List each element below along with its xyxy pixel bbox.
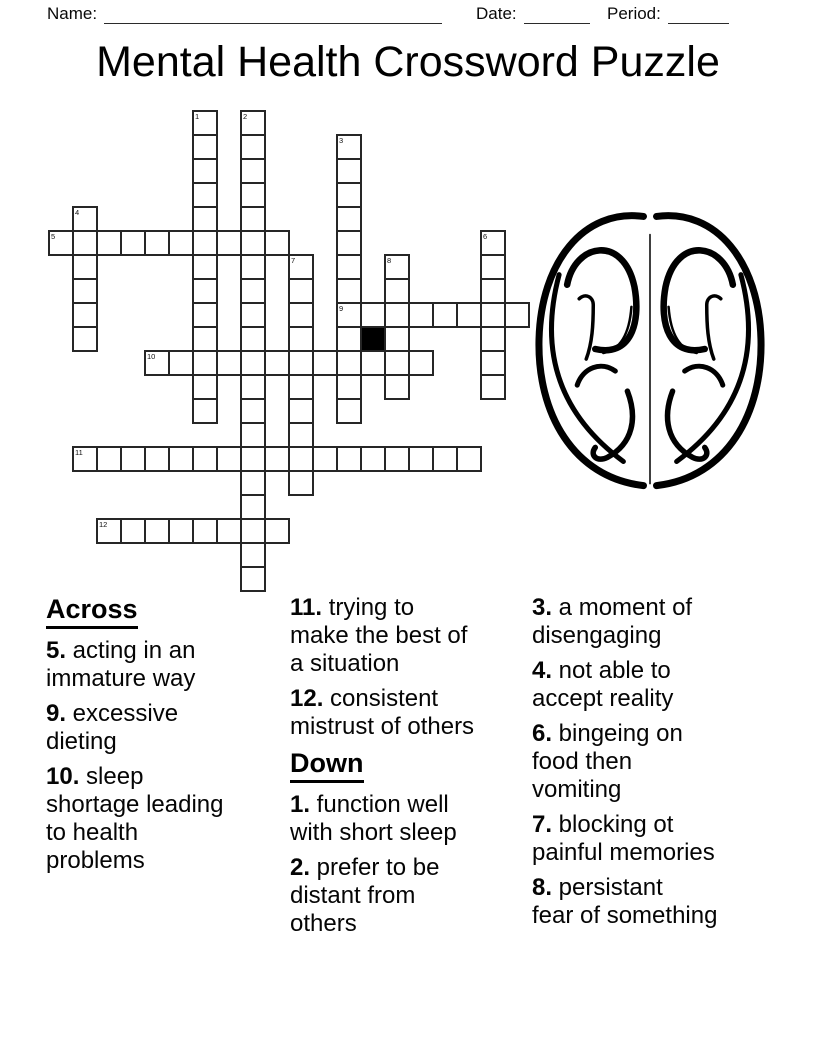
clue-line: problems [46, 847, 145, 874]
crossword-cell[interactable] [480, 278, 506, 304]
clue-column-3 [532, 594, 760, 937]
cell-number: 11 [75, 448, 83, 457]
crossword-cell[interactable] [264, 518, 290, 544]
crossword-cell[interactable] [432, 302, 458, 328]
clue-line: immature way [46, 665, 196, 692]
crossword-cell[interactable] [264, 446, 290, 472]
clue-line: painful memories [532, 839, 715, 866]
clue-line: 11. trying to [290, 594, 415, 621]
clue-line: fear of something [532, 902, 718, 929]
crossword-cell[interactable] [288, 446, 314, 472]
crossword-cell[interactable] [336, 326, 362, 352]
crossword-cell[interactable] [240, 398, 266, 424]
clue-number: 2. [290, 854, 311, 881]
crossword-cell[interactable] [120, 518, 146, 544]
clue [532, 874, 760, 930]
clue-line: dieting [46, 728, 117, 755]
crossword-cell[interactable] [168, 446, 194, 472]
crossword-cell[interactable] [240, 206, 266, 232]
clue-line: accept reality [532, 685, 674, 712]
crossword-cell[interactable] [192, 254, 218, 280]
clue [290, 594, 508, 678]
crossword-cell[interactable] [192, 206, 218, 232]
crossword-cell[interactable] [288, 278, 314, 304]
crossword-cell[interactable] [216, 446, 242, 472]
crossword-cell[interactable] [240, 518, 266, 544]
clue-column-2 [290, 594, 508, 945]
clue [290, 791, 508, 847]
clue-number: 9. [46, 700, 67, 727]
name-label: Name: [47, 4, 98, 23]
period-blank-line[interactable] [668, 7, 729, 24]
cell-number: 10 [147, 352, 156, 361]
crossword-cell[interactable] [192, 230, 218, 256]
crossword-cell[interactable] [288, 326, 314, 352]
clue-line: a situation [290, 650, 400, 677]
cell-number: 3 [339, 136, 344, 145]
clue [290, 854, 508, 938]
crossword-cell[interactable] [336, 182, 362, 208]
crossword-cell[interactable] [504, 302, 530, 328]
clue-number: 6. [532, 720, 553, 747]
crossword-cell[interactable] [408, 446, 434, 472]
clue-line: 10. sleep [46, 763, 144, 790]
clue-number: 12. [290, 685, 324, 712]
clue [290, 685, 508, 741]
crossword-cell[interactable] [192, 158, 218, 184]
crossword-cell[interactable] [144, 518, 170, 544]
crossword-cell[interactable] [336, 230, 362, 256]
crossword-cell[interactable] [240, 566, 266, 592]
cell-number: 6 [483, 232, 488, 241]
crossword-cell[interactable] [384, 446, 410, 472]
crossword-cell[interactable] [336, 374, 362, 400]
crossword-cell[interactable] [240, 326, 266, 352]
name-blank-line[interactable] [104, 7, 442, 24]
clue-line: 8. persistant [532, 874, 663, 901]
page-title: Mental Health Crossword Puzzle [96, 38, 720, 86]
crossword-cell[interactable] [240, 254, 266, 280]
clue-line: disengaging [532, 622, 662, 649]
period-field-group [607, 4, 729, 24]
crossword-cell[interactable] [192, 182, 218, 208]
cell-number: 8 [387, 256, 392, 265]
period-label: Period: [607, 4, 661, 23]
crossword-cell[interactable] [360, 350, 386, 376]
clue-line: with short sleep [290, 819, 457, 846]
clue-number: 5. [46, 637, 67, 664]
crossword-cell[interactable] [120, 446, 146, 472]
crossword-cell[interactable] [336, 254, 362, 280]
crossword-cell[interactable] [96, 446, 122, 472]
crossword-cell[interactable] [168, 230, 194, 256]
crossword-cell[interactable] [360, 302, 386, 328]
crossword-cell[interactable] [312, 350, 338, 376]
crossword-cell[interactable] [480, 254, 506, 280]
cell-number: 5 [51, 232, 56, 241]
clue [532, 657, 760, 713]
crossword-cell[interactable] [216, 350, 242, 376]
crossword-cell[interactable] [192, 350, 218, 376]
cell-number: 4 [75, 208, 80, 217]
clue-number: 4. [532, 657, 553, 684]
clue-line: shortage leading [46, 791, 224, 818]
clue-number: 8. [532, 874, 553, 901]
date-blank-line[interactable] [524, 7, 590, 24]
crossword-cell[interactable] [192, 374, 218, 400]
cell-number: 2 [243, 112, 248, 121]
crossword-cell[interactable] [72, 254, 98, 280]
clue-line: make the best of [290, 622, 468, 649]
clue-number: 10. [46, 763, 80, 790]
clue-column-1 [46, 594, 258, 882]
crossword-cell[interactable] [72, 302, 98, 328]
clue-line: 7. blocking ot [532, 811, 674, 838]
clue-line: 3. a moment of [532, 594, 693, 621]
clue-line: 9. excessive [46, 700, 179, 727]
crossword-cell[interactable] [480, 350, 506, 376]
crossword-cell[interactable] [456, 446, 482, 472]
crossword-cell[interactable] [216, 518, 242, 544]
crossword-cell[interactable] [192, 446, 218, 472]
crossword-cell[interactable] [144, 230, 170, 256]
crossword-cell[interactable] [216, 230, 242, 256]
clue-line: distant from [290, 882, 416, 909]
crossword-cell[interactable] [240, 446, 266, 472]
crossword-cell[interactable] [336, 446, 362, 472]
cell-number: 12 [99, 520, 108, 529]
crossword-cell[interactable] [240, 158, 266, 184]
cell-number: 9 [339, 304, 344, 313]
crossword-cell[interactable] [432, 446, 458, 472]
cell-number: 1 [195, 112, 200, 121]
clue [46, 637, 258, 693]
crossword-cell[interactable] [192, 278, 218, 304]
crossword-cell[interactable] [336, 350, 362, 376]
clue-number: 3. [532, 594, 553, 621]
date-label: Date: [476, 4, 517, 23]
crossword-cell[interactable] [480, 374, 506, 400]
clue-line: 6. bingeing on [532, 720, 683, 747]
crossword-cell[interactable] [72, 326, 98, 352]
clue [532, 720, 760, 804]
clue-line: others [290, 910, 357, 937]
crossword-cell[interactable] [192, 326, 218, 352]
crossword-cell[interactable] [480, 302, 506, 328]
crossword-cell[interactable] [288, 374, 314, 400]
clue-line: food then [532, 748, 633, 775]
clue-line: 1. function well [290, 791, 449, 818]
crossword-cell[interactable] [120, 230, 146, 256]
crossword-cell[interactable] [288, 302, 314, 328]
clue-number: 11. [290, 594, 323, 621]
crossword-cell[interactable] [240, 494, 266, 520]
crossword-cell[interactable] [384, 302, 410, 328]
crossword-cell[interactable] [72, 230, 98, 256]
crossword-cell[interactable] [168, 350, 194, 376]
crossword-cell[interactable] [288, 398, 314, 424]
crossword-cell[interactable] [240, 230, 266, 256]
clue-number: 7. [532, 811, 553, 838]
crossword-cell[interactable] [384, 278, 410, 304]
crossword-cell[interactable] [240, 374, 266, 400]
brain-illustration [531, 204, 769, 490]
crossword-cell[interactable] [288, 350, 314, 376]
crossword-cell[interactable] [288, 470, 314, 496]
crossword-cell[interactable] [264, 230, 290, 256]
crossword-cell[interactable] [240, 302, 266, 328]
name-field-group [47, 4, 442, 24]
crossword-cell[interactable] [336, 206, 362, 232]
clue [46, 700, 258, 756]
crossword-cell[interactable] [144, 446, 170, 472]
crossword-cell[interactable] [408, 302, 434, 328]
clue-line: 12. consistent [290, 685, 439, 712]
crossword-cell[interactable] [96, 230, 122, 256]
crossword-cell[interactable] [360, 446, 386, 472]
clue-line: to health [46, 819, 139, 846]
clue-section-heading: Across [46, 594, 258, 629]
crossword-cell[interactable] [384, 350, 410, 376]
crossword-cell[interactable] [72, 278, 98, 304]
clue [532, 811, 760, 867]
crossword-cell[interactable] [336, 278, 362, 304]
crossword-cell[interactable] [240, 134, 266, 160]
crossword-cell[interactable] [240, 470, 266, 496]
crossword-cell[interactable] [408, 350, 434, 376]
crossword-cell[interactable] [192, 134, 218, 160]
crossword-cell[interactable] [192, 398, 218, 424]
clue-section-heading: Down [290, 748, 508, 783]
clue-line: 2. prefer to be [290, 854, 440, 881]
date-field-group [476, 4, 590, 24]
clue-line: 5. acting in an [46, 637, 196, 664]
clue-number: 1. [290, 791, 311, 818]
crossword-cell[interactable] [288, 422, 314, 448]
clue [532, 594, 760, 650]
crossword-cell[interactable] [240, 422, 266, 448]
crossword-cell[interactable] [384, 326, 410, 352]
crossword-cell[interactable] [168, 518, 194, 544]
crossword-cell[interactable] [192, 518, 218, 544]
clue [46, 763, 258, 875]
crossword-cell[interactable] [240, 542, 266, 568]
crossword-cell[interactable] [336, 398, 362, 424]
clue-line: vomiting [532, 776, 622, 803]
crossword-cell[interactable] [384, 374, 410, 400]
crossword-cell[interactable] [240, 182, 266, 208]
crossword-black-cell [360, 326, 386, 352]
crossword-cell[interactable] [240, 350, 266, 376]
clue-line: mistrust of others [290, 713, 475, 740]
crossword-cell[interactable] [192, 302, 218, 328]
crossword-cell[interactable] [264, 350, 290, 376]
crossword-cell[interactable] [312, 446, 338, 472]
clue-line: 4. not able to [532, 657, 671, 684]
crossword-cell[interactable] [480, 326, 506, 352]
crossword-cell[interactable] [336, 158, 362, 184]
crossword-cell[interactable] [456, 302, 482, 328]
cell-number: 7 [291, 256, 296, 265]
crossword-cell[interactable] [240, 278, 266, 304]
